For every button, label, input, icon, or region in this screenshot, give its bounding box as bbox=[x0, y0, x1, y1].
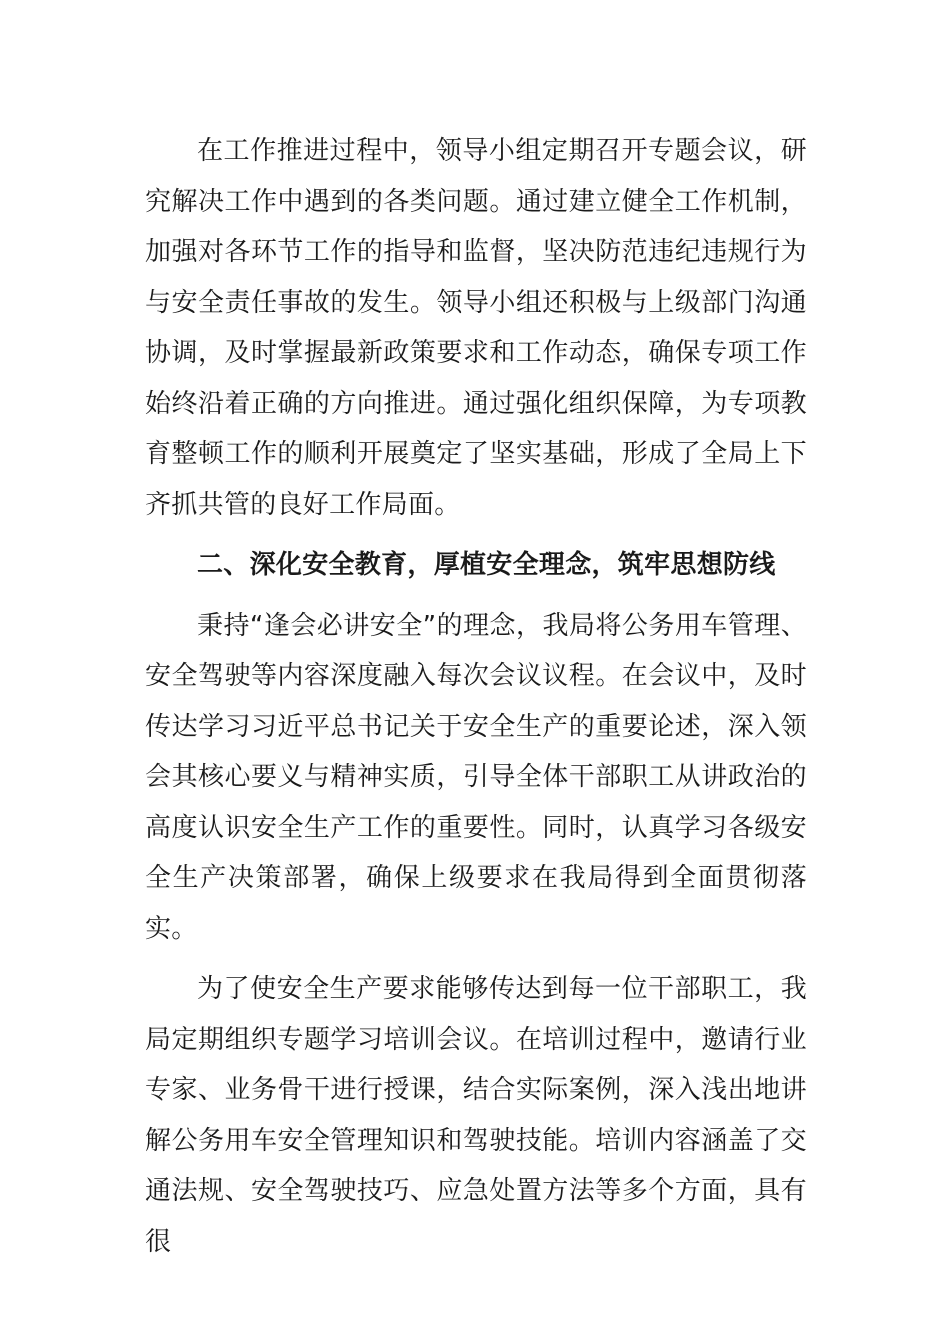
paragraph-organization-guarantee: 在工作推进过程中，领导小组定期召开专题会议，研究解决工作中遇到的各类问题。通过建立健全工作机制，加强对各环节工作的指导和监督，坚决防范违纪违规行为与安全责任事故的发生。领导小组还积极与上级部门沟通协调，及时掌握最新政策要求和工作动态，确保专项工作始终沿着正确的方向推进。通过强化组织保障，为专项教育整顿工作的顺利开展奠定了坚实基础，形成了全局上下齐抓共管的良好工作局面。 bbox=[145, 136, 807, 520]
document-body bbox=[145, 126, 807, 1267]
paragraph-safety-in-meetings: 秉持“逢会必讲安全”的理念，我局将公务用车管理、安全驾驶等内容深度融入每次会议议程。在会议中，及时传达学习习近平总书记关于安全生产的重要论述，深入领会其核心要义与精神实质，引导全体干部职工从讲政治的高度认识安全生产工作的重要性。同时，认真学习各级安全生产决策部署，确保上级要求在我局得到全面贯彻落实。 bbox=[145, 610, 807, 944]
paragraph-training-sessions: 为了使安全生产要求能够传达到每一位干部职工，我局定期组织专题学习培训会议。在培训过程中，邀请行业专家、业务骨干进行授课，结合实际案例，深入浅出地讲解公务用车安全管理知识和驾驶技能。培训内容涵盖了交通法规、安全驾驶技巧、应急处置方法等多个方面，具有很 bbox=[145, 974, 807, 1257]
section-heading: 二、深化安全教育，厚植安全理念，筑牢思想防线 bbox=[197, 550, 776, 580]
